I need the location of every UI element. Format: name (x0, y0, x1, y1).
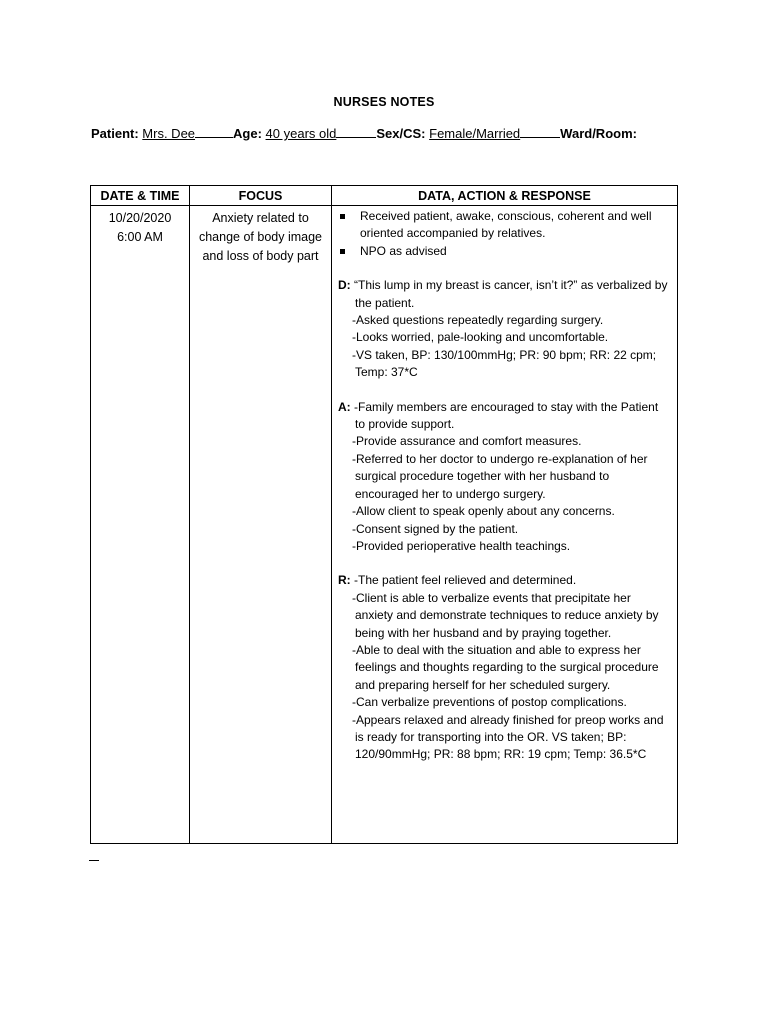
focus-text: Anxiety related to change of body image and loss of body part (198, 211, 322, 263)
patient-label: Patient: (91, 126, 139, 141)
data-item: -VS taken, BP: 130/100mmHg; PR: 90 bpm; RR: 22 cpm; Temp: 37*C (352, 347, 657, 380)
table-row (91, 206, 678, 844)
action-item: -Consent signed by the patient. (352, 521, 519, 536)
sex-blank (520, 126, 560, 138)
age-value: 40 years old (265, 126, 337, 141)
age-label: Age: (233, 126, 262, 141)
header-date-time: DATE & TIME (91, 186, 190, 206)
action-item: -Allow client to speak openly about any concerns. (352, 504, 615, 519)
focus-cell (190, 206, 332, 844)
response-item: -Can verbalize preventions of postop complications. (352, 695, 627, 710)
ward-label: Ward/Room: (560, 126, 637, 141)
patient-blank (195, 126, 233, 138)
response-item: -Appears relaxed and already finished for preop works and is ready for transporting into the OR. VS taken; BP: 120/90mmHg; PR: 88 bpm; RR: 19 cpm; Temp: 36.5*C (352, 712, 664, 762)
action-item: -Provided perioperative health teachings. (352, 538, 571, 553)
header-data-action-response: DATA, ACTION & RESPONSE (332, 186, 678, 206)
data-item: -Looks worried, pale-looking and uncomfortable. (352, 330, 609, 345)
trailing-underscore (89, 860, 99, 861)
entry-date: 10/20/2020 (108, 211, 172, 225)
date-time-cell (91, 206, 190, 844)
bullet-item: Received patient, awake, conscious, coherent and well oriented accompanied by relatives. (338, 208, 671, 243)
entry-time: 6:00 AM (117, 230, 163, 244)
age-blank (336, 126, 376, 138)
nurses-notes-table (90, 185, 678, 844)
dar-cell (332, 206, 678, 844)
sex-value: Female/Married (429, 126, 521, 141)
action-item: -Referred to her doctor to undergo re-explanation of her surgical procedure together with her husband to encouraged her to undergo surgery. (352, 451, 648, 501)
patient-name: Mrs. Dee (142, 126, 196, 141)
response-label: R: (338, 573, 351, 588)
document-title: NURSES NOTES (333, 95, 435, 109)
data-item: -Asked questions repeatedly regarding surgery. (352, 313, 604, 328)
response-item: -Able to deal with the situation and able to express her feelings and thoughts regarding to the surgical procedure and preparing herself for her scheduled surgery. (352, 642, 659, 692)
action-item: -Provide assurance and comfort measures. (352, 434, 582, 449)
data-first-text: “This lump in my breast is cancer, isn’t it?” as verbalized by the patient. (354, 278, 668, 310)
sex-label: Sex/CS: (376, 126, 426, 141)
response-section-first (338, 572, 671, 589)
table-header-row (91, 186, 678, 206)
action-label: A: (338, 399, 351, 414)
data-section-first (338, 277, 671, 312)
data-label: D: (338, 278, 351, 293)
bullet-item: NPO as advised (338, 243, 671, 260)
response-item: -Client is able to verbalize events that precipitate her anxiety and demonstrate techniques to reduce anxiety by being with her husband and by praying together. (352, 590, 659, 640)
action-section-first (338, 399, 671, 434)
response-first-text: -The patient feel relieved and determined. (354, 573, 577, 588)
action-first-text: -Family members are encouraged to stay with the Patient to provide support. (354, 399, 659, 432)
header-focus: FOCUS (190, 186, 332, 206)
patient-info-line (91, 126, 731, 141)
